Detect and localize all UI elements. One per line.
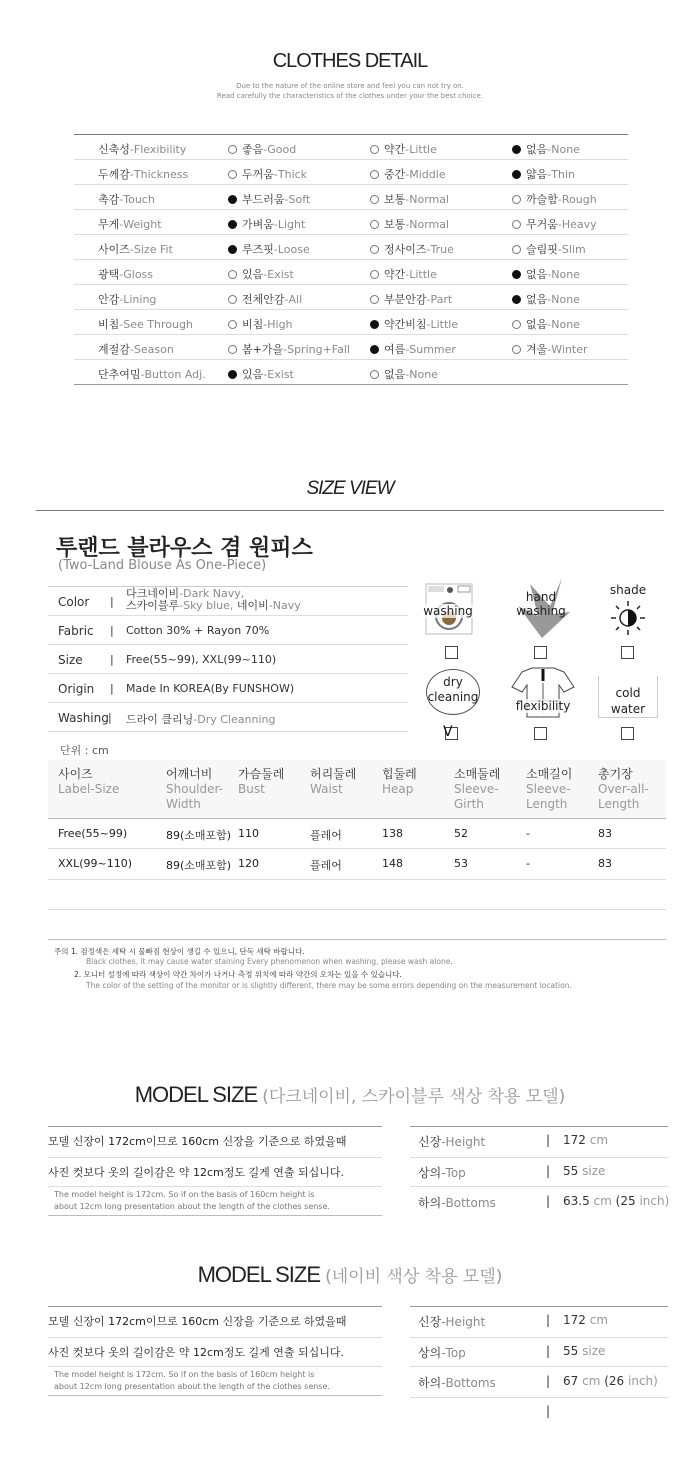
model2-stats-line	[410, 1366, 668, 1367]
radio-empty-icon	[512, 245, 521, 254]
size-table-head-line	[48, 818, 666, 819]
color-2-en: Sky blue,	[183, 599, 234, 612]
info-row-color	[48, 587, 408, 616]
hand-washing-checkbox[interactable]	[534, 646, 547, 659]
radio-empty-icon	[228, 270, 237, 279]
detail-row	[74, 135, 628, 160]
radio-filled-icon	[512, 170, 521, 179]
color-3-ko: 네이비	[236, 599, 269, 612]
detail-option: 까슬함-Rough	[512, 191, 597, 207]
radio-empty-icon	[370, 170, 379, 179]
size-cell: -	[526, 827, 530, 840]
radio-empty-icon	[370, 245, 379, 254]
size-view-title: SIZE VIEW	[306, 478, 394, 499]
info-row-washing	[48, 703, 408, 732]
dry-cleaning-label: dry cleaning	[427, 675, 479, 704]
detail-label: 단추여밈-Button Adj.	[98, 368, 206, 381]
size-header-cell: 총기장 Over-all-Length	[598, 767, 649, 811]
radio-empty-icon	[228, 170, 237, 179]
size-cell: 148	[382, 857, 403, 870]
radio-empty-icon	[512, 220, 521, 229]
info-key: Fabric	[58, 624, 94, 638]
radio-filled-icon	[228, 245, 237, 254]
model-size-heading-2	[0, 1262, 700, 1288]
info-value-size: Free(55~99), XXL(99~110)	[126, 653, 277, 666]
model2-stats-line	[410, 1397, 668, 1398]
color-2-ko: 스카이블루	[126, 599, 180, 612]
washing-en: Dry Cleanning	[197, 713, 276, 726]
size-header-cell: 가슴둘레 Bust	[238, 767, 285, 796]
row-line	[48, 909, 666, 910]
detail-option: 없음-None	[512, 316, 580, 332]
size-cell: 89(소매포함)	[166, 829, 232, 842]
model2-stats-line	[410, 1337, 668, 1338]
radio-filled-icon	[370, 345, 379, 354]
radio-filled-icon	[370, 320, 379, 329]
size-cell: 83	[598, 827, 612, 840]
detail-label: 비침-See Through	[98, 318, 193, 331]
detail-option: 없음-None	[512, 291, 580, 307]
model-size-heading-1	[0, 1082, 700, 1108]
detail-option: 루즈핏-Loose	[228, 241, 310, 257]
radio-empty-icon	[228, 345, 237, 354]
info-row-origin	[48, 674, 408, 703]
detail-label: 사이즈-Size Fit	[98, 243, 173, 256]
detail-label: 계절감-Season	[98, 343, 174, 356]
size-cell: 138	[382, 827, 403, 840]
model2-line	[48, 1306, 382, 1307]
info-value-washing: 드라이 클리닝-Dry Cleanning	[126, 713, 276, 726]
shade-checkbox[interactable]	[621, 646, 634, 659]
detail-option: 없음-None	[512, 141, 580, 157]
caution-2-en: The color of the setting of the monitor or is slightly different, there may be some errors depending on the measurement location.	[86, 981, 572, 990]
radio-empty-icon	[370, 145, 379, 154]
size-cell: Free(55~99)	[58, 827, 128, 840]
model1-en-2: about 12cm long presentation about the length of the clothes sense.	[54, 1202, 330, 1211]
radio-empty-icon	[512, 345, 521, 354]
hand-washing-label: hand washing	[516, 590, 566, 618]
caution-1: 주의 1. 검정색은 세탁 시 물빠짐 현상이 생길 수 있으니, 단독 세탁 바랍니다.	[54, 947, 305, 956]
model2-line1: 모델 신장이 172cm이므로 160cm 신장을 기준으로 하였을때	[48, 1315, 347, 1328]
size-cell: XXL(99~110)	[58, 857, 132, 870]
shade-sun-icon	[608, 600, 648, 636]
info-row-fabric	[48, 616, 408, 645]
model-size-subtitle: (네이비 색상 착용 모델)	[325, 1267, 503, 1287]
detail-row	[74, 210, 628, 235]
radio-filled-icon	[228, 370, 237, 379]
radio-filled-icon	[512, 145, 521, 154]
model1-stats-line	[410, 1186, 668, 1187]
detail-row	[74, 235, 628, 260]
radio-filled-icon	[512, 270, 521, 279]
radio-empty-icon	[512, 320, 521, 329]
size-cell: 53	[454, 857, 468, 870]
flexibility-label: flexibility	[510, 699, 576, 713]
size-header-cell: 어깨너비 Shoulder-Width	[166, 767, 223, 811]
detail-option: 무거움-Heavy	[512, 216, 597, 232]
checked-mark: V	[443, 724, 453, 740]
separator: |	[110, 624, 114, 637]
detail-label: 안감-Lining	[98, 293, 157, 306]
detail-option: 없음-None	[370, 366, 438, 382]
model2-en-1: The model height is 172cm. So if on the basis of 160cm height is	[54, 1370, 315, 1379]
separator: |	[108, 711, 112, 724]
detail-option: 부분안감-Part	[370, 291, 452, 307]
size-header-cell: 소매길이 Sleeve-Length	[526, 767, 573, 811]
size-cell: 89(소매포함)	[166, 859, 232, 872]
detail-option: 여름-Summer	[370, 341, 456, 357]
info-key: Origin	[58, 682, 95, 696]
size-table-bottom	[48, 939, 666, 940]
detail-option: 보통-Normal	[370, 191, 449, 207]
caution-2: 2. 모니터 설정에 따라 색상이 약간 차이가 나거나 측정 위치에 따라 약간의 오차는 있을 수 있습니다.	[74, 970, 402, 979]
detail-option: 없음-None	[512, 266, 580, 282]
product-name-en: (Two-Land Blouse As One-Piece)	[58, 558, 267, 573]
color-3-en: Navy	[272, 599, 301, 612]
detail-row	[74, 310, 628, 335]
size-header-cell: 허리둘레 Waist	[310, 767, 357, 796]
detail-option: 얇음-Thin	[512, 166, 575, 182]
flexibility-checkbox[interactable]	[534, 727, 547, 740]
detail-row	[74, 260, 628, 285]
detail-row	[74, 335, 628, 360]
model-size-title: MODEL SIZE	[197, 1262, 321, 1287]
color-1-en: Dark Navy,	[183, 587, 245, 600]
size-cell: 플레어	[310, 829, 342, 842]
detail-option: 슬림핏-Slim	[512, 241, 586, 257]
size-header-cell: 힙둘레 Heap	[382, 767, 417, 796]
radio-empty-icon	[370, 195, 379, 204]
info-key: Size	[58, 653, 83, 667]
radio-empty-icon	[370, 295, 379, 304]
model-size-subtitle: (다크네이비, 스카이블루 색상 착용 모델)	[262, 1087, 566, 1107]
radio-filled-icon	[228, 220, 237, 229]
detail-row	[74, 185, 628, 210]
unit-label: 단위 : cm	[60, 744, 109, 757]
detail-option: 부드러움-Soft	[228, 191, 310, 207]
radio-empty-icon	[370, 220, 379, 229]
model1-en-1: The model height is 172cm. So if on the basis of 160cm height is	[54, 1190, 315, 1199]
size-cell: -	[526, 857, 530, 870]
radio-empty-icon	[370, 370, 379, 379]
detail-option: 좋음-Good	[228, 141, 296, 157]
detail-option: 두꺼움-Thick	[228, 166, 307, 182]
detail-option: 있음-Exist	[228, 266, 294, 282]
model2-empty-sep: |	[546, 1404, 551, 1418]
detail-label: 무게-Weight	[98, 218, 162, 231]
detail-row	[74, 285, 628, 310]
model1-line	[48, 1157, 382, 1158]
detail-option: 약간비침-Little	[370, 316, 458, 332]
cold-water-checkbox[interactable]	[621, 727, 634, 740]
detail-label: 두께감-Thickness	[98, 168, 189, 181]
size-header-cell: 소매둘레 Sleeve-Girth	[454, 767, 501, 811]
detail-option: 약간-Little	[370, 141, 437, 157]
model1-line1: 모델 신장이 172cm이므로 160cm 신장을 기준으로 하였을때	[48, 1135, 347, 1148]
detail-note-2: Read carefully the characteristics of the clothes under your the best choice.	[216, 92, 484, 100]
radio-empty-icon	[512, 195, 521, 204]
washing-label: washing	[418, 604, 478, 618]
size-cell: 120	[238, 857, 259, 870]
detail-label: 촉감-Touch	[98, 193, 155, 206]
info-key: Washing	[58, 711, 109, 725]
model1-stats-line	[410, 1157, 668, 1158]
model2-line	[48, 1337, 382, 1338]
clothes-detail-title: CLOTHES DETAIL	[272, 50, 428, 72]
model1-line	[48, 1186, 382, 1187]
detail-row	[74, 360, 628, 385]
model1-line2: 사진 컷보다 옷의 길이감은 약 12cm정도 길게 연출 되십니다.	[48, 1166, 344, 1179]
shade-label: shade	[609, 583, 647, 597]
washing-checkbox[interactable]	[445, 646, 458, 659]
cold-water-label: cold water	[610, 686, 646, 716]
detail-option: 약간-Little	[370, 266, 437, 282]
info-value-origin: Made In KOREA(By FUNSHOW)	[126, 682, 295, 695]
info-value-color: 다크네이비-Dark Navy, 스카이블루-Sky blue, 네이비-Navy	[126, 587, 301, 612]
model2-line	[48, 1395, 382, 1396]
model2-line	[48, 1366, 382, 1367]
model2-line2: 사진 컷보다 옷의 길이감은 약 12cm정도 길게 연출 되십니다.	[48, 1346, 344, 1359]
model1-line	[48, 1215, 382, 1216]
size-cell: 110	[238, 827, 259, 840]
detail-option: 비침-High	[228, 316, 293, 332]
size-cell: 플레어	[310, 859, 342, 872]
info-value-fabric: Cotton 30% + Rayon 70%	[126, 624, 270, 637]
radio-empty-icon	[228, 145, 237, 154]
detail-label: 신축성-Flexibility	[98, 143, 187, 156]
detail-option: 전체안감-All	[228, 291, 302, 307]
row-line	[48, 848, 666, 849]
size-view-line	[36, 510, 664, 511]
detail-option: 가벼움-Light	[228, 216, 305, 232]
model-size-title: MODEL SIZE	[134, 1082, 258, 1107]
model2-en-2: about 12cm long presentation about the length of the clothes sense.	[54, 1382, 330, 1391]
radio-filled-icon	[228, 195, 237, 204]
size-cell: 83	[598, 857, 612, 870]
detail-option: 있음-Exist	[228, 366, 294, 382]
radio-empty-icon	[228, 295, 237, 304]
detail-option: 봄+가을-Spring+Fall	[228, 341, 350, 357]
detail-option: 겨울-Winter	[512, 341, 588, 357]
size-cell: 52	[454, 827, 468, 840]
separator: |	[110, 682, 114, 695]
model1-stats-line	[410, 1126, 668, 1127]
detail-note-1: Due to the nature of the online store and feel you can not try on.	[236, 82, 464, 90]
info-row-size	[48, 645, 408, 674]
model1-line	[48, 1126, 382, 1127]
detail-label: 광택-Gloss	[98, 268, 154, 281]
info-key: Color	[58, 595, 90, 609]
separator: |	[110, 595, 114, 608]
model2-stats-line	[410, 1306, 668, 1307]
caution-1-en: Black clothes, it may cause water staining Every phenomenon when washing, please wash alone.	[86, 957, 453, 966]
radio-empty-icon	[228, 320, 237, 329]
radio-filled-icon	[512, 295, 521, 304]
detail-row	[74, 160, 628, 185]
detail-option: 중간-Middle	[370, 166, 446, 182]
radio-empty-icon	[370, 270, 379, 279]
detail-option: 보통-Normal	[370, 216, 449, 232]
washing-ko: 드라이 클리닝	[126, 713, 194, 726]
product-name: 투랜드 블라우스 겸 원피스	[56, 536, 313, 561]
separator: |	[110, 653, 114, 666]
row-line	[48, 879, 666, 880]
color-1-ko: 다크네이비	[126, 587, 180, 600]
detail-option: 정사이즈-True	[370, 241, 454, 257]
size-header-cell: 사이즈 Label-Size	[58, 767, 120, 796]
